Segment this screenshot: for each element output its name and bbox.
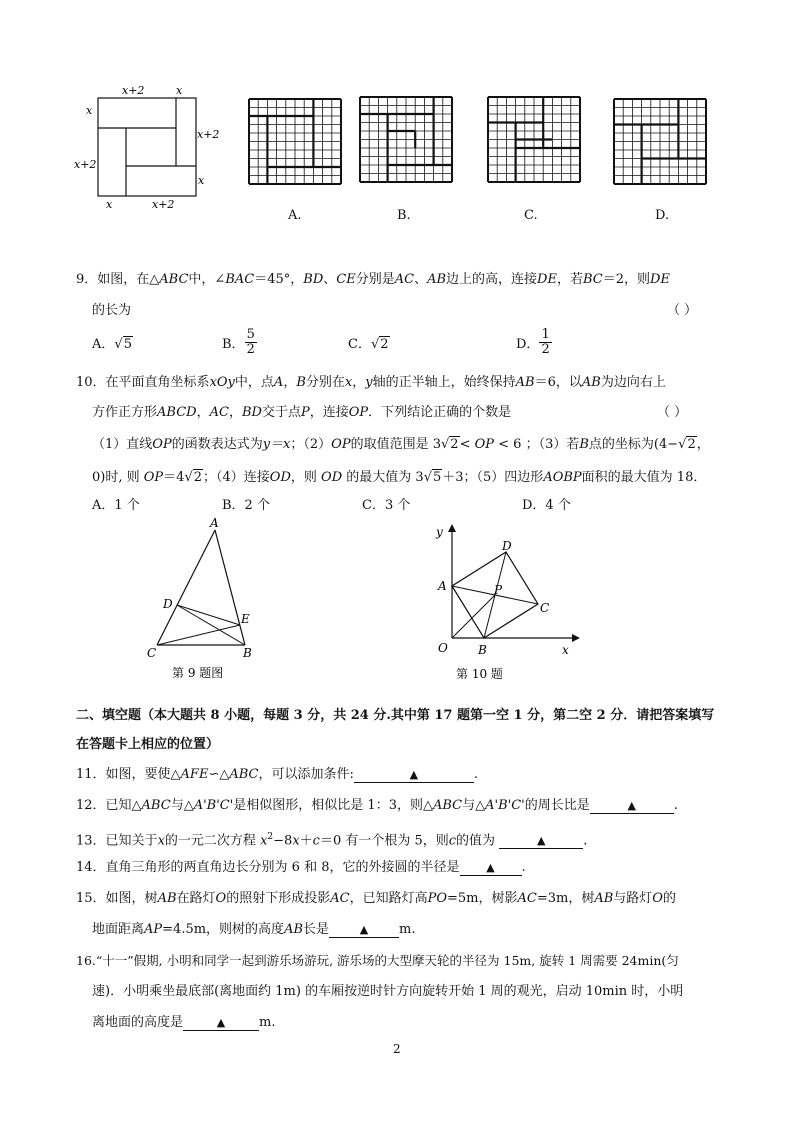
- q12-answer-blank: ▲: [590, 799, 674, 814]
- q8-grid-option-c: [486, 95, 582, 185]
- q8-grid-option-a: [247, 97, 343, 187]
- fig9-label-e: E: [241, 612, 250, 626]
- q10-option-c: C．3 个: [362, 498, 411, 513]
- q9-option-a: A．√5: [92, 337, 132, 352]
- q12: 12．已知△ABC与△A'B'C'是相似图形，相似比是 1：3，则△ABC与△A'B'C'的周长比是 ▲ .: [76, 798, 678, 813]
- fig9-label-b: B: [243, 646, 252, 660]
- q8-grid-option-b: [358, 95, 454, 185]
- q10-option-b: B．2 个: [222, 498, 270, 513]
- q13-answer-blank: ▲: [499, 834, 583, 849]
- q10-line4: 0)时, 则 OP＝4√2；（4）连接OD，则 OD 的最大值为 3√5＋3；（5）四边形AOBP面积的最大值为 18．: [92, 470, 707, 485]
- q11-answer-blank: ▲: [354, 768, 474, 783]
- q8-label-right-top: x+2: [197, 128, 220, 141]
- section2-heading-line1: 二、填空题（本大题共 8 小题，每题 3 分，共 24 分.其中第 17 题第一空 1 分，第二空 2 分．请把答案填写: [76, 708, 715, 723]
- q8-label-bottom-right: x+2: [152, 198, 175, 211]
- q15-line2: 地面距离AP=4.5m，则树的高度AB长是 ▲ m.: [92, 922, 416, 937]
- q8-option-c-label: C.: [524, 208, 538, 223]
- q8-rectangle-figure: [70, 80, 230, 215]
- q16-answer-blank: ▲: [183, 1016, 259, 1031]
- fig9-label-a: A: [210, 516, 219, 530]
- q8-label-top-left: x+2: [122, 84, 145, 97]
- q10-line3: （1）直线OP的函数表达式为y＝x；（2）OP的取值范围是 3√2< OP < 6 ；（3）若B点的坐标为(4−√2，: [92, 437, 710, 452]
- q8-label-top-right: x: [176, 84, 183, 97]
- q10-option-a: A．1 个: [92, 498, 140, 513]
- fig9-label-c: C: [147, 646, 157, 660]
- figure-9-triangle: [135, 515, 275, 685]
- q16-line3: 离地面的高度是 ▲ m.: [92, 1015, 276, 1030]
- q9-line1: 9．如图，在△ABC中，∠BAC＝45°，BD、CE分别是AC、AB边上的高，连接DE，若BC＝2，则DE: [76, 272, 670, 287]
- fig10-label-x: x: [562, 643, 569, 657]
- q8-label-left-top: x: [86, 104, 93, 117]
- q9-answer-paren: （ ）: [667, 303, 698, 318]
- q8-option-d-label: D.: [655, 208, 670, 223]
- q14: 14．直角三角形的两直角边长分别为 6 和 8，它的外接圆的半径是 ▲ .: [76, 860, 526, 875]
- q8-label-left-bottom: x+2: [74, 158, 97, 171]
- fig10-label-o: O: [438, 641, 448, 655]
- fig10-label-d: D: [502, 539, 512, 553]
- q9-option-d: D． $\frac{1}{2}$: [516, 327, 550, 357]
- q9-option-b: B． $\frac{5}{2}$: [222, 327, 255, 357]
- figure-10-coordinate: [430, 520, 590, 685]
- fig10-label-a: A: [438, 579, 447, 593]
- fig10-caption: 第 10 题: [456, 667, 503, 681]
- q10-line2: 方作正方形ABCD，AC，BD交于点P，连接OP．下列结论正确的个数是: [92, 405, 512, 420]
- q16-line2: 速)．小明乘坐最底部(离地面约 1m) 的车厢按逆时针方向旋转开始 1 周的观光，启动 10min 时，小明: [92, 984, 684, 999]
- q8-label-right-bottom: x: [198, 174, 205, 187]
- q10-line1: 10．在平面直角坐标系xOy中，点A，B分别在x，y轴的正半轴上，始终保持AB＝6，以AB为边向右上: [76, 375, 666, 390]
- q15-answer-blank: ▲: [329, 923, 399, 938]
- q9-option-c: C．√2: [348, 337, 389, 352]
- q15-line1: 15．如图，树AB在路灯O的照射下形成投影AC，已知路灯高PO=5m，树影AC=3m，树AB与路灯O的: [76, 891, 676, 906]
- q14-answer-blank: ▲: [460, 861, 522, 876]
- q11: 11．如图，要使△AFE∽△ABC，可以添加条件: ▲ .: [76, 767, 479, 782]
- q10-option-d: D．4 个: [522, 498, 571, 513]
- fig10-label-y: y: [436, 525, 443, 539]
- section2-heading-line2: 在答题卡上相应的位置）: [76, 737, 220, 752]
- fig9-label-d: D: [163, 597, 173, 611]
- q13: 13．已知关于x的一元二次方程 $x^2-8x+c=0$ 有一个根为 5，则c的值为 ▲ .: [76, 832, 588, 849]
- page-number: 2: [393, 1042, 401, 1056]
- q8-grid-option-d: [612, 97, 708, 187]
- q10-answer-paren: （ ）: [657, 405, 688, 420]
- fig9-caption: 第 9 题图: [172, 666, 224, 680]
- q9-line2: 的长为: [92, 303, 132, 318]
- fig10-label-b: B: [478, 643, 487, 657]
- q8-option-a-label: A.: [288, 208, 302, 223]
- q8-option-b-label: B.: [397, 208, 411, 223]
- fig10-label-p: P: [494, 583, 503, 597]
- fig10-label-c: C: [540, 601, 550, 615]
- q16-line1: 16.“十一”假期, 小明和同学一起到游乐场游玩, 游乐场的大型摩天轮的半径为 15m, 旋转 1 周需要 24min(匀: [76, 953, 679, 968]
- q8-label-bottom-left: x: [106, 198, 113, 211]
